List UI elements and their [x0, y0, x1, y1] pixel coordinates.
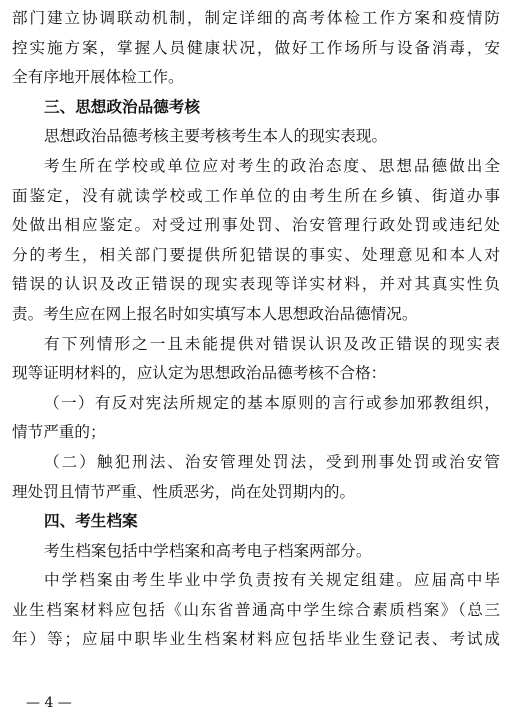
list-item-line: 理处罚且情节严重、性质恶劣，尚在处罚期内的。: [12, 482, 356, 501]
paragraph-line: 考生档案包括中学档案和高考电子档案两部分。: [44, 541, 372, 560]
paragraph-line: 年）等；应届中职毕业生档案材料应包括毕业生登记表、考试成: [12, 630, 500, 649]
paragraph-line: 业生档案材料应包括《山东省普通高中学生综合素质档案》（总三: [12, 600, 500, 619]
paragraph-line: 部门建立协调联动机制，制定详细的高考体检工作方案和疫情防: [12, 9, 500, 27]
list-item-line: （二）触犯刑法、治安管理处罚法，受到刑事处罚或治安管: [44, 452, 500, 471]
section-heading-4: 四、考生档案: [44, 512, 138, 531]
paragraph-line: 处做出相应鉴定。对受过刑事处罚、治安管理行政处罚或违纪处: [12, 216, 500, 235]
paragraph-line: 责。考生应在网上报名时如实填写本人思想政治品德情况。: [12, 304, 418, 323]
list-item-line: 情节严重的；: [12, 423, 106, 442]
paragraph-line: 面鉴定，没有就读学校或工作单位的由考生所在乡镇、街道办事: [12, 186, 500, 205]
paragraph-line: 现等证明材料的，应认定为思想政治品德考核不合格：: [12, 364, 387, 383]
paragraph-line: 考生所在学校或单位应对考生的政治态度、思想品德做出全: [44, 156, 500, 175]
paragraph-line: 全有序地开展体检工作。: [12, 68, 184, 87]
page-number: — 4 —: [26, 695, 72, 711]
paragraph-line: 中学档案由考生毕业中学负责按有关规定组建。应届高中毕: [44, 571, 500, 590]
paragraph-line: 有下列情形之一且未能提供对错误认识及改正错误的现实表: [44, 334, 500, 353]
paragraph-line: 错误的认识及改正错误的现实表现等详实材料，并对其真实性负: [12, 275, 500, 294]
document-body: [12, 4, 500, 655]
paragraph-line: 控实施方案，掌握人员健康状况，做好工作场所与设备消毒，安: [12, 38, 500, 57]
paragraph-line: 分的考生，相关部门要提供所犯错误的事实、处理意见和本人对: [12, 245, 500, 264]
list-item-line: （一）有反对宪法所规定的基本原则的言行或参加邪教组织，: [44, 393, 500, 412]
paragraph-line: 思想政治品德考核主要考核考生本人的现实表现。: [44, 127, 388, 146]
section-heading-3: 三、思想政治品德考核: [44, 97, 200, 116]
